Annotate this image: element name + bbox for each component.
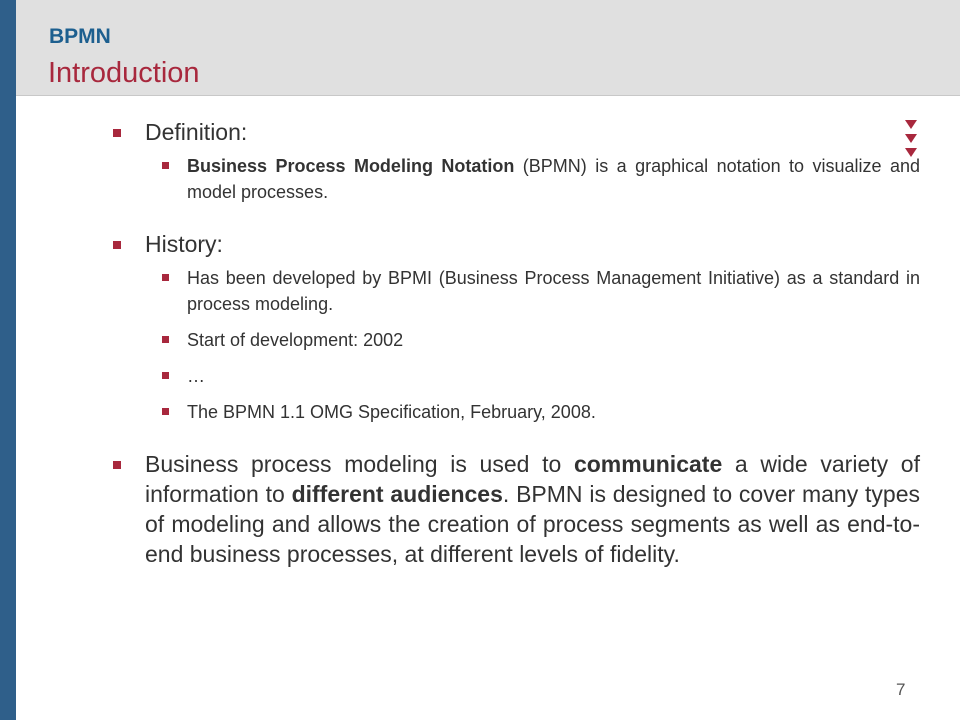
- summary-text-1: Business process modeling is used to: [145, 451, 574, 477]
- definition-text: (BPMN) is a graphical notation to visualize and model processes.: [187, 156, 920, 202]
- summary-text-2: a wide variety of information to: [145, 451, 920, 507]
- history-item-text: …: [187, 366, 205, 386]
- history-item: [112, 265, 920, 317]
- bullet-summary: [112, 449, 920, 569]
- summary-text-3: . BPMN is designed to cover many types of modeling and allows the creation of process segments as well as end-to-end business processes, at different levels of fidelity.: [145, 481, 920, 567]
- square-bullet-icon: [162, 162, 169, 169]
- definition-heading: Definition:: [145, 119, 248, 145]
- slide-content: [112, 117, 920, 575]
- square-bullet-icon: [162, 408, 169, 415]
- square-bullet-icon: [113, 461, 121, 469]
- bullet-history: [112, 229, 920, 259]
- left-accent-bar: [0, 0, 16, 720]
- history-item-text: The BPMN 1.1 OMG Specification, February, 2008.: [187, 402, 596, 422]
- history-item: [112, 399, 920, 425]
- sub-bullet-definition: [112, 153, 920, 205]
- bullet-definition: [112, 117, 920, 147]
- square-bullet-icon: [113, 129, 121, 137]
- square-bullet-icon: [162, 336, 169, 343]
- slide-title: Introduction: [48, 57, 200, 89]
- square-bullet-icon: [113, 241, 121, 249]
- square-bullet-icon: [162, 372, 169, 379]
- header-divider: [16, 95, 960, 96]
- history-item-text: Has been developed by BPMI (Business Process Management Initiative) as a standard in process modeling.: [187, 268, 920, 314]
- square-bullet-icon: [162, 274, 169, 281]
- slide-kicker: BPMN: [49, 25, 111, 48]
- history-item: [112, 363, 920, 389]
- history-heading: History:: [145, 231, 223, 257]
- page-number: 7: [896, 680, 906, 699]
- history-item-text: Start of development: 2002: [187, 330, 404, 350]
- summary-bold-2: different audiences: [291, 481, 503, 507]
- summary-bold-1: communicate: [573, 451, 723, 477]
- definition-term: Business Process Modeling Notation: [187, 156, 515, 176]
- history-item: [112, 327, 920, 353]
